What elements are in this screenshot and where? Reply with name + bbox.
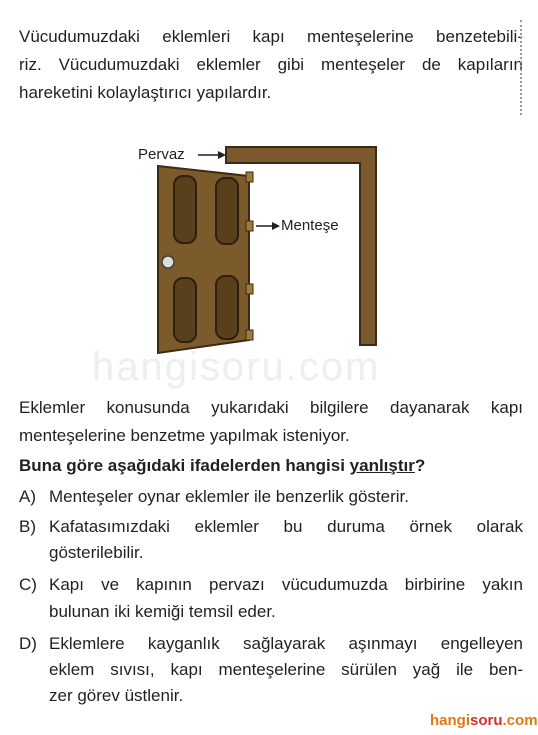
option-text-line: Eklemlere kayganlık sağlayarak aşınmayı engelleyen xyxy=(49,634,523,653)
hinge-arrowhead xyxy=(272,222,280,230)
context-line-2: menteşelerine benzetme yapılmak isteniyor. xyxy=(19,426,350,445)
option-letter: B) xyxy=(19,517,36,536)
door-knob xyxy=(162,256,174,268)
question-suffix: ? xyxy=(414,456,426,475)
watermark-text: hangisoru.com xyxy=(92,345,381,389)
door-panel xyxy=(174,278,196,342)
option-text-line: Kapı ve kapının pervazı vücudumuzda birbirine yakın xyxy=(49,575,523,594)
option-text-line: zer görev üstlenir. xyxy=(49,686,184,705)
brand-logo xyxy=(430,712,538,729)
option-text-line: Menteşeler oynar eklemler ile benzerlik gösterir. xyxy=(49,487,409,506)
question-stem xyxy=(19,456,425,476)
option-letter: A) xyxy=(19,487,36,506)
door-panel xyxy=(174,176,196,243)
door-panel xyxy=(216,276,238,339)
frame-arrowhead xyxy=(218,151,226,159)
option-letter: C) xyxy=(19,575,37,594)
option-text-line: eklem sıvısı, kapı menteşelerine sürülen yağ ile ben- xyxy=(49,660,523,679)
brand-part-2: soru xyxy=(470,712,503,729)
intro-line-2: riz. Vücudumuzdaki eklemler gibi menteşeler de kapıların xyxy=(19,55,523,74)
hinge-label: Menteşe xyxy=(281,217,339,234)
frame-label: Pervaz xyxy=(138,146,185,163)
option-text-line: Kafatasımızdaki eklemler bu duruma örnek olarak xyxy=(49,517,523,536)
hinge xyxy=(246,172,253,182)
question-prefix: Buna göre aşağıdaki ifadelerden hangisi xyxy=(19,456,350,475)
brand-part-1: hangi xyxy=(430,712,470,729)
option-text-line: gösterilebilir. xyxy=(49,543,144,562)
context-line-1: Eklemler konusunda yukarıdaki bilgilere dayanarak kapı xyxy=(19,398,523,417)
intro-line-3: hareketini kolaylaştırıcı yapılardır. xyxy=(19,83,272,102)
hinge xyxy=(246,221,253,231)
hinge xyxy=(246,284,253,294)
brand-part-3: .com xyxy=(502,712,538,729)
option-letter: D) xyxy=(19,634,37,653)
door-panel xyxy=(216,178,238,244)
option-text-line: bulunan iki kemiği temsil eder. xyxy=(49,602,276,621)
intro-line-1: Vücudumuzdaki eklemleri kapı menteşelerine benzetebili- xyxy=(19,27,523,46)
question-emphasis: yanlıştır xyxy=(349,456,415,475)
hinge xyxy=(246,330,253,340)
